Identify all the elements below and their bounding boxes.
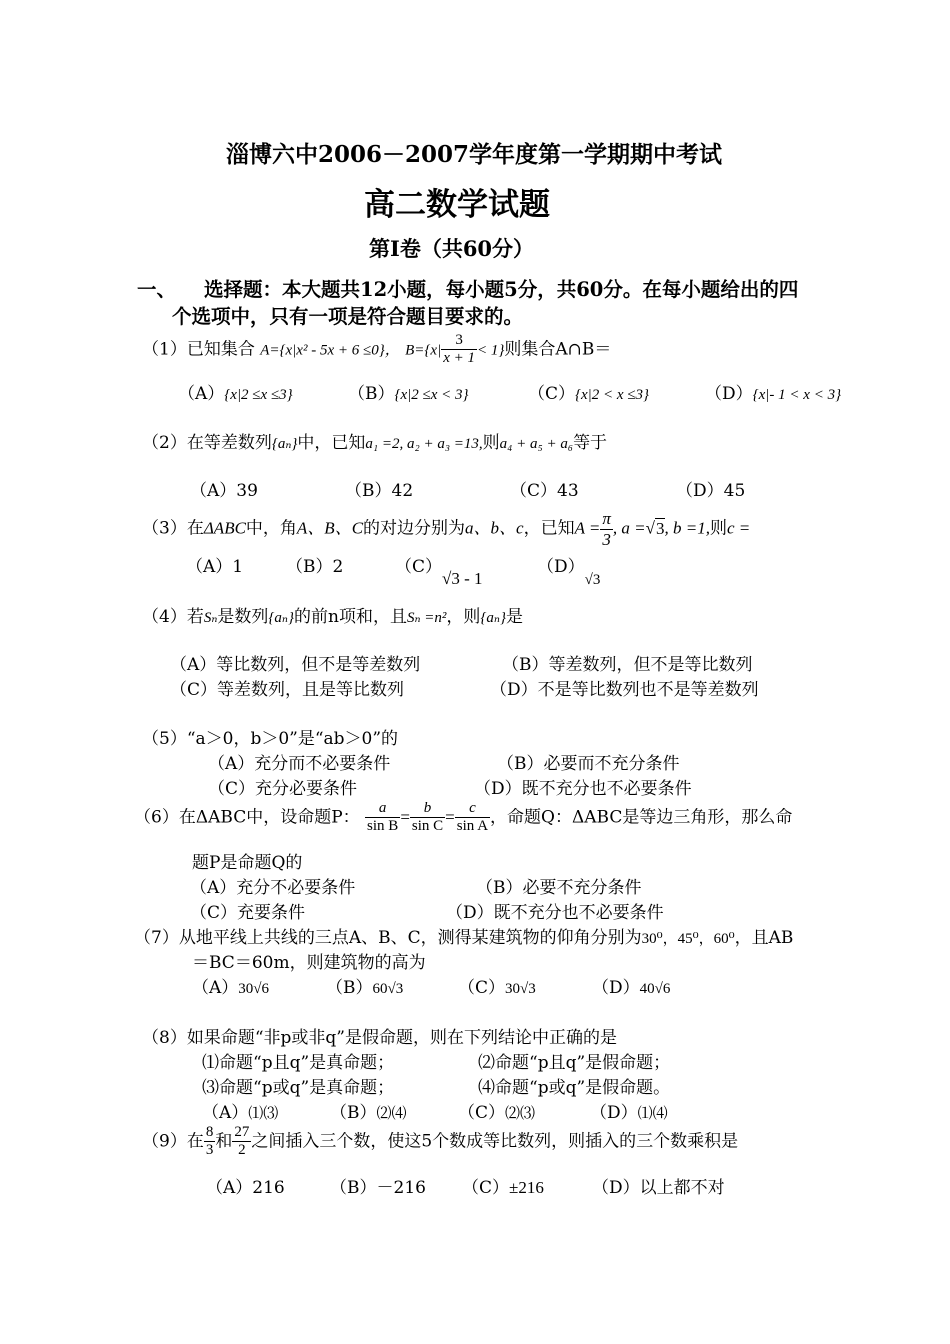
q1-set-b-suffix: < 1}	[476, 342, 505, 359]
q2-option-a[interactable]	[190, 476, 258, 501]
q1-option-b[interactable]	[348, 379, 469, 404]
q8-option-b[interactable]	[330, 1098, 407, 1123]
q7-option-c[interactable]	[458, 973, 536, 998]
q1-set-b-prefix: B={x|	[405, 342, 442, 359]
q4-mid2: 的前n项和，且	[294, 607, 407, 627]
option-text: 既不充分也不必要条件	[493, 903, 664, 923]
q3-option-a[interactable]	[186, 552, 243, 577]
option-label: （A）	[192, 978, 239, 998]
q2-cond: a₁ =2, a₂ + a₃ =13,	[365, 436, 483, 452]
option-text: 等差数列，且是等比数列	[217, 680, 405, 700]
q3-cond-a: A =	[574, 518, 601, 538]
q9-frac2-num: 27	[232, 1124, 251, 1142]
q7-option-d[interactable]	[592, 973, 670, 998]
q6-eq2: =	[445, 807, 455, 827]
q3-target: c =	[726, 518, 751, 538]
q6-frac1-num: a	[365, 800, 400, 818]
q6-mid: ，命题Q：	[490, 807, 572, 828]
q9-frac1-num: 8	[204, 1124, 216, 1142]
q7-suffix: ，且AB	[734, 928, 794, 948]
option-label: （D）	[474, 779, 522, 799]
option-label: （B）	[476, 878, 523, 898]
option-text: 43	[557, 481, 579, 501]
option-text: 1	[232, 557, 244, 577]
q8-item-4: ⑷命题“p或q”是假命题。	[478, 1078, 671, 1098]
option-label: （C）	[462, 1178, 510, 1198]
question-6-stem-line2: 题P是命题Q的	[192, 853, 303, 873]
q9-and: 和	[215, 1131, 233, 1152]
option-label: （C）	[458, 1103, 506, 1123]
q1-frac-num: 3	[441, 332, 477, 350]
option-label: （D）	[490, 680, 538, 700]
option-text: 216	[252, 1178, 285, 1198]
q8-item-3: ⑶命题“p或q”是真命题；	[202, 1078, 395, 1098]
q4-cond: Sₙ =n²	[406, 610, 447, 626]
option-text: 42	[391, 481, 414, 501]
option-text: 45	[723, 481, 746, 501]
q1-option-d[interactable]	[705, 379, 841, 404]
option-label: （D）	[537, 557, 585, 577]
section-instruction-line1: 选择题：本大题共12小题，每小题5分，共60分。在每小题给出的四	[204, 278, 799, 301]
option-text: 充要条件	[237, 903, 306, 923]
q2-option-c[interactable]	[510, 476, 579, 501]
q6-tri2: ΔABC是等边三角形，那么命	[571, 807, 793, 828]
q2-mid: 中，已知	[297, 433, 366, 453]
q3-mid3: ，已知	[523, 518, 575, 539]
q3-prefix: （3）在	[142, 518, 204, 539]
q9-prefix: （9）在	[142, 1131, 204, 1152]
q3-frac-den: 3	[602, 529, 611, 549]
option-label: （A）	[190, 878, 237, 898]
q9-option-a[interactable]	[206, 1173, 285, 1198]
volume-title: 第I卷（共60分）	[369, 236, 535, 261]
option-label: （A）	[208, 754, 255, 774]
q4-mid1: 是数列	[217, 607, 269, 627]
option-label: （C）	[528, 384, 576, 404]
q3-fraction	[600, 509, 613, 549]
option-text: －216	[376, 1178, 426, 1198]
option-label: （B）	[330, 1178, 377, 1198]
q4-seq2: {aₙ}	[480, 610, 506, 626]
q5-option-d[interactable]	[474, 774, 692, 799]
option-label: （A）	[170, 655, 217, 675]
option-label: （B）	[497, 754, 544, 774]
option-text: 充分而不必要条件	[254, 754, 391, 774]
q6-option-d[interactable]	[446, 898, 664, 923]
option-text: 等差数列，但不是等比数列	[548, 655, 753, 675]
q3-option-c[interactable]	[395, 552, 483, 588]
option-label: （D）	[676, 481, 724, 501]
option-label: （D）	[446, 903, 494, 923]
q4-prefix: （4）若	[142, 607, 204, 627]
option-text: 不是等比数列也不是等差数列	[537, 680, 759, 700]
option-label: （A）	[178, 384, 225, 404]
option-text: ⑵⑷	[376, 1104, 407, 1122]
section-instruction-line2: 个选项中，只有一项是符合题目要求的。	[172, 305, 524, 328]
q3-cond-rest-b: , b =1,	[664, 518, 710, 538]
q7-option-a[interactable]	[192, 973, 269, 998]
option-text: 30√3	[505, 981, 536, 997]
q6-frac2-den: sin C	[411, 818, 444, 835]
q4-option-c[interactable]	[170, 675, 404, 700]
option-text: 40√6	[639, 981, 671, 997]
option-text: {x|2 ≤x ≤3}	[224, 387, 293, 403]
option-text: 充分不必要条件	[236, 878, 356, 898]
option-label: （C）	[190, 903, 238, 923]
q7-prefix: （7）从地平线上共线的三点A、B、C，测得某建筑物的仰角分别为	[134, 928, 642, 948]
option-text: 必要而不充分条件	[543, 754, 680, 774]
option-text: {x|- 1 < x < 3}	[752, 387, 842, 403]
q1-set-a: A={x|x² - 5x + 6 ≤0}，	[260, 342, 400, 359]
option-label: （C）	[510, 481, 558, 501]
q4-mid3: ，则	[446, 607, 481, 627]
q2-option-d[interactable]	[676, 476, 745, 501]
option-label: （B）	[286, 557, 333, 577]
q1-fraction	[441, 332, 477, 368]
q9-frac2	[232, 1124, 251, 1160]
option-text: √3	[584, 572, 601, 588]
option-label: （D）	[592, 1178, 640, 1198]
q3-sides: a、b、c	[465, 518, 524, 538]
option-text: 等比数列，但不是等差数列	[216, 655, 421, 675]
q6-frac2-num: b	[410, 800, 445, 818]
q4-suffix: 是	[505, 607, 523, 627]
option-label: （A）	[186, 557, 233, 577]
q4-option-b[interactable]	[502, 650, 753, 675]
q6-option-a[interactable]	[190, 873, 355, 898]
q2-expr: a₄ + a₅ + a₆	[499, 436, 574, 452]
option-text: 30√6	[238, 981, 270, 997]
option-text: √3 - 1	[442, 569, 483, 588]
option-text: 2	[332, 557, 344, 577]
q3-cond-rest-a: , a =	[612, 518, 646, 538]
q3-then: 则	[709, 518, 727, 539]
q6-tri1: ΔABC中，设命题P：	[195, 807, 360, 828]
q9-option-d[interactable]	[592, 1173, 725, 1198]
question-1-stem	[142, 332, 611, 368]
q2-then: 则	[482, 433, 500, 453]
q3-sqrt3: 3	[656, 518, 665, 538]
q2-seq: {aₙ}	[271, 436, 298, 452]
question-6-stem	[134, 800, 792, 836]
section-number: 一、	[137, 278, 177, 301]
option-label: （D）	[592, 978, 640, 998]
option-text: 39	[236, 481, 258, 501]
q1-frac-den: x + 1	[443, 350, 475, 367]
q8-item-1: ⑴命题“p且q”是真命题；	[202, 1053, 395, 1073]
q9-option-b[interactable]	[330, 1173, 426, 1198]
option-label: （A）	[202, 1103, 249, 1123]
q6-eq1: =	[400, 807, 410, 827]
q6-frac1-den: sin B	[367, 818, 399, 835]
question-9-stem	[142, 1124, 738, 1160]
q7-option-b[interactable]	[326, 973, 403, 998]
q3-option-d[interactable]	[537, 552, 601, 588]
q6-frac3-num: c	[455, 800, 490, 818]
option-text: 必要不充分条件	[522, 878, 642, 898]
q6-option-b[interactable]	[476, 873, 642, 898]
option-label: （A）	[190, 481, 237, 501]
question-3-stem	[142, 509, 750, 549]
option-text: 既不充分也不必要条件	[521, 779, 692, 799]
q2-prefix: （2）在等差数列	[142, 433, 272, 453]
question-4-stem	[142, 602, 523, 627]
option-label: （A）	[206, 1178, 253, 1198]
q9-frac1-den: 3	[205, 1142, 214, 1159]
q1-prefix: （1）已知集合	[142, 339, 255, 360]
subject-title: 高二数学试题	[364, 187, 550, 223]
q3-frac-num: π	[602, 509, 611, 528]
q1-option-c[interactable]	[528, 379, 649, 404]
q6-frac3	[455, 800, 490, 836]
q8-option-d[interactable]	[590, 1098, 668, 1123]
option-label: （B）	[326, 978, 373, 998]
q3-mid1: 中，角	[245, 518, 297, 539]
option-text: 60√3	[372, 981, 404, 997]
q6-frac2	[410, 800, 445, 836]
q6-option-c[interactable]	[190, 898, 305, 923]
question-5-stem: （5）“a＞0，b＞0”是“ab＞0”的	[142, 729, 399, 749]
q5-option-b[interactable]	[497, 749, 680, 774]
option-text: {x|2 < x ≤3}	[575, 387, 650, 403]
option-text: ⑴⑶	[248, 1104, 279, 1122]
question-7-stem-line2: ＝BC＝60m，则建筑物的高为	[192, 953, 426, 973]
option-label: （B）	[330, 1103, 377, 1123]
q9-frac1	[204, 1124, 216, 1160]
option-text: ⑴⑷	[637, 1104, 668, 1122]
q5-option-a[interactable]	[208, 749, 390, 774]
question-8-stem: （8）如果命题“非p或非q”是假命题，则在下列结论中正确的是	[142, 1028, 617, 1048]
q3-sqrt-sign: √	[645, 518, 655, 538]
q6-prefix: （6）在	[134, 807, 196, 828]
question-7-stem	[134, 923, 793, 948]
q4-sn: Sₙ	[203, 610, 218, 626]
q5-option-c[interactable]	[208, 774, 357, 799]
q9-frac2-den: 2	[238, 1142, 246, 1159]
q9-option-c[interactable]	[462, 1173, 544, 1198]
q4-option-a[interactable]	[170, 650, 420, 675]
q9-suffix: 之间插入三个数，使这5个数成等比数列，则插入的三个数乘积是	[251, 1131, 739, 1152]
exam-title: 淄博六中2006－2007学年度第一学期期中考试	[226, 141, 723, 168]
option-text: ±216	[509, 1178, 544, 1197]
option-label: （C）	[170, 680, 218, 700]
option-label: （C）	[208, 779, 256, 799]
q1-option-a[interactable]	[178, 379, 293, 404]
q6-frac3-den: sin A	[456, 818, 489, 835]
q2-suffix: 等于	[573, 433, 608, 453]
q1-suffix: 则集合A∩B＝	[504, 339, 612, 360]
q8-item-2: ⑵命题“p且q”是假命题；	[478, 1053, 671, 1073]
q4-option-d[interactable]	[490, 675, 759, 700]
q8-option-c[interactable]	[458, 1098, 535, 1123]
q6-frac1	[365, 800, 400, 836]
option-text: ⑵⑶	[505, 1104, 536, 1122]
option-label: （C）	[458, 978, 506, 998]
option-text: 充分必要条件	[255, 779, 358, 799]
option-label: （B）	[348, 384, 395, 404]
option-label: （D）	[705, 384, 753, 404]
option-text: {x|2 ≤x < 3}	[394, 387, 469, 403]
option-label: （B）	[502, 655, 549, 675]
option-label: （B）	[345, 481, 392, 501]
q3-angles: A、B、C	[296, 518, 364, 538]
option-label: （C）	[395, 557, 443, 577]
q2-option-b[interactable]	[345, 476, 413, 501]
question-2-stem	[142, 428, 607, 453]
q3-option-b[interactable]	[286, 552, 343, 577]
option-label: （D）	[590, 1103, 638, 1123]
q3-mid2: 的对边分别为	[363, 518, 466, 539]
q4-seq: {aₙ}	[268, 610, 294, 626]
option-text: 以上都不对	[639, 1178, 725, 1198]
q3-triangle: ΔABC	[203, 518, 246, 538]
q7-angles: 30⁰，45⁰，60⁰	[641, 931, 735, 947]
q8-option-a[interactable]	[202, 1098, 278, 1123]
